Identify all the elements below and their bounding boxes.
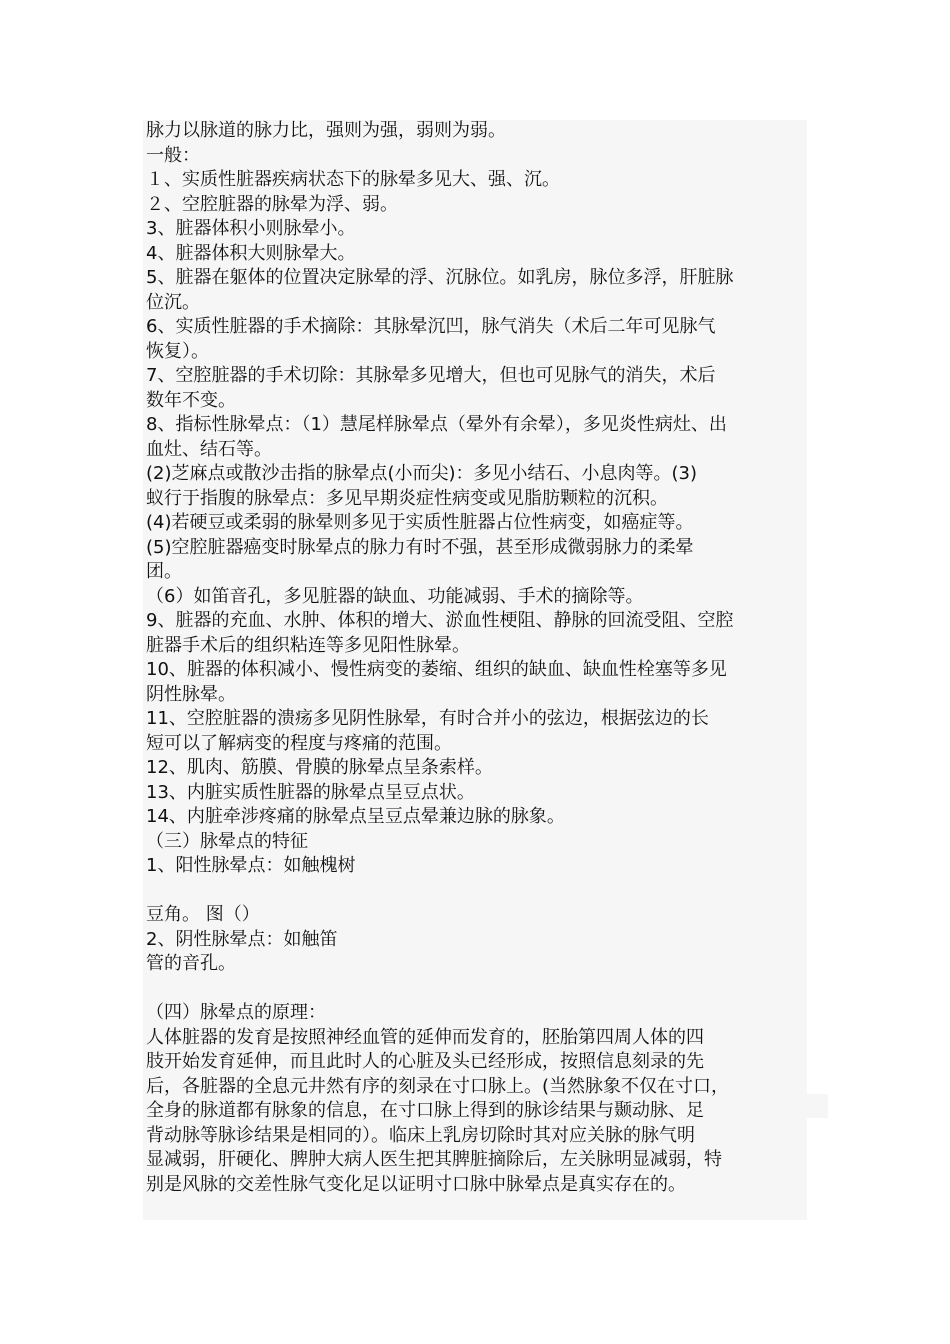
text-line: 背动脉等脉诊结果是相同的）。临床上乳房切除时其对应关脉的脉气明 <box>146 1124 695 1146</box>
text-line: 脉力以脉道的脉力比，强则为强，弱则为弱。 <box>146 120 506 141</box>
text-line: 脏器手术后的组织粘连等多见阳性脉晕。 <box>146 634 470 656</box>
text-line: 9、脏器的充血、水肿、体积的增大、淤血性梗阻、静脉的回流受阻、空腔 <box>146 610 734 631</box>
text-line: （四）脉晕点的原理： <box>146 1002 326 1023</box>
text-line: 别是风脉的交差性脉气变化足以证明寸口脉中脉晕点是真实存在的。 <box>146 1173 686 1195</box>
text-line: 团。 <box>146 561 182 582</box>
text-line: （三）脉晕点的特征 <box>146 830 308 852</box>
text-line: 13、内脏实质性脏器的脉晕点呈豆点状。 <box>146 781 475 803</box>
text-line: 阴性脉晕。 <box>146 683 236 705</box>
text-line: 6、实质性脏器的手术摘除：其脉晕沉凹，脉气消失（术后二年可见脉气 <box>146 316 716 337</box>
text-line: (5)空腔脏器癌变时脉晕点的脉力有时不强，甚至形成微弱脉力的柔晕 <box>146 536 694 558</box>
text-line: 2、阴性脉晕点：如触笛 <box>146 928 338 950</box>
text-line: 12、肌肉、筋膜、骨膜的脉晕点呈条索样。 <box>146 757 493 778</box>
text-line: （6）如笛音孔，多见脏器的缺血、功能减弱、手术的摘除等。 <box>146 585 644 607</box>
text-line: ２、空腔脏器的脉晕为浮、弱。 <box>146 193 398 215</box>
text-line: 显减弱，肝硬化、脾肿大病人医生把其脾脏摘除后，左关脉明显减弱，特 <box>146 1149 722 1170</box>
text-line: 5、脏器在躯体的位置决定脉晕的浮、沉脉位。如乳房，脉位多浮，肝脏脉 <box>146 267 734 288</box>
text-line: (2)芝麻点或散沙击指的脉晕点(小而尖)：多见小结石、小息肉等。(3) <box>146 463 698 484</box>
text-line: 8、指标性脉晕点：（1）慧尾样脉晕点（晕外有余晕），多见炎性病灶、出 <box>146 414 727 435</box>
text-line: 管的音孔。 <box>146 953 236 974</box>
text-line: 1、阳性脉晕点：如触槐树 <box>146 855 356 876</box>
text-line: １、实质性脏器疾病状态下的脉晕多见大、强、沉。 <box>146 169 560 190</box>
text-line: 全身的脉道都有脉象的信息，在寸口脉上得到的脉诊结果与颞动脉、足 <box>146 1100 704 1121</box>
text-line: 一般： <box>146 144 200 166</box>
blank-line <box>146 879 826 904</box>
text-line: 10、脏器的体积减小、慢性病变的萎缩、组织的缺血、缺血性栓塞等多见 <box>146 659 727 680</box>
text-line: 恢复）。 <box>146 340 209 362</box>
text-line: 4、脏器体积大则脉晕大。 <box>146 242 356 264</box>
text-line: 蚁行于指腹的脉晕点：多见早期炎症性病变或见脂肪颗粒的沉积。 <box>146 487 668 509</box>
text-line: 豆角。 图（） <box>146 904 260 925</box>
text-line: 人体脏器的发育是按照神经血管的延伸而发育的，胚胎第四周人体的四 <box>146 1026 704 1048</box>
text-line: 11、空腔脏器的溃疡多见阴性脉晕，有时合并小的弦边，根据弦边的长 <box>146 708 709 729</box>
document-body <box>146 119 826 1197</box>
blank-line <box>146 977 826 1002</box>
text-line: (4)若硬豆或柔弱的脉晕则多见于实质性脏器占位性病变，如癌症等。 <box>146 512 694 533</box>
text-line: 血灶、结石等。 <box>146 438 272 460</box>
text-line: 短可以了解病变的程度与疼痛的范围。 <box>146 732 452 754</box>
text-line: 7、空腔脏器的手术切除：其脉晕多见增大，但也可见脉气的消失，术后 <box>146 365 716 386</box>
text-line: 肢开始发育延伸，而且此时人的心脏及头已经形成，按照信息刻录的先 <box>146 1051 704 1072</box>
text-line: 数年不变。 <box>146 389 236 411</box>
text-line: 3、脏器体积小则脉晕小。 <box>146 218 356 239</box>
text-line: 后，各脏器的全息元井然有序的刻录在寸口脉上。(当然脉象不仅在寸口， <box>146 1075 730 1097</box>
text-line: 位沉。 <box>146 291 200 313</box>
text-line: 14、内脏牵涉疼痛的脉晕点呈豆点晕兼边脉的脉象。 <box>146 806 565 827</box>
